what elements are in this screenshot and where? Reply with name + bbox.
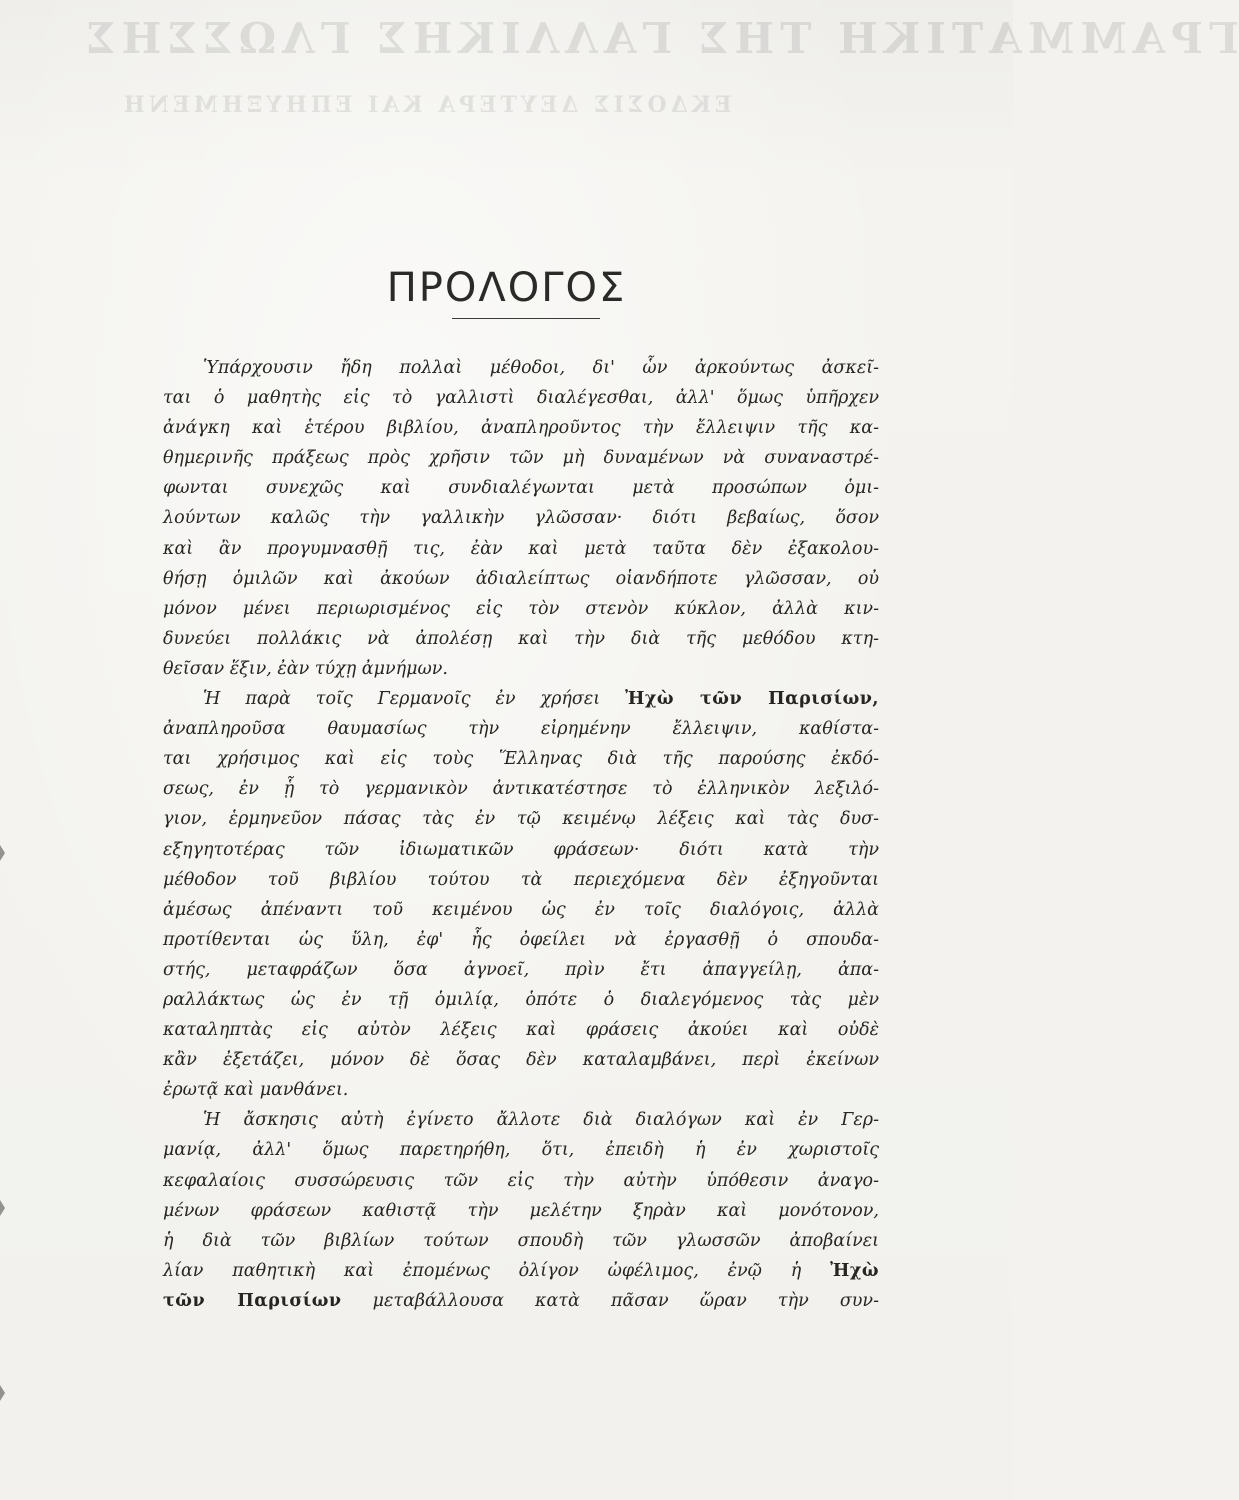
text-line <box>163 684 879 714</box>
text-line: θεῖσαν ἕξιν, ἐὰν τύχῃ ἀμνήμων. <box>163 658 448 679</box>
bleed-through-line-2: ΕΚΔΟΣΙΣ ΔΕΥΤΕΡΑ ΚΑΙ ΕΠΗΥΞΗΜΕΝΗ <box>120 92 732 118</box>
text-line: εξηγητοτέρας τῶν ἰδιωματικῶν φράσεων· διότι κατὰ τὴν <box>163 839 879 860</box>
text-line: προτίθενται ὡς ὕλη, ἐφ' ἧς ὀφείλει νὰ ἐργασθῇ ὁ σπουδα- <box>163 929 879 950</box>
paragraph-1 <box>163 353 879 684</box>
text-fragment: μεταβάλλουσα κατὰ πᾶσαν ὥραν τὴν συν- <box>372 1290 879 1311</box>
text-line: ἐρωτᾷ καὶ μανθάνει. <box>163 1080 349 1101</box>
scan-edge-mark <box>0 1385 5 1401</box>
text-fragment: λίαν παθητικὴ καὶ ἐπομένως ὀλίγον ὠφέλιμος, ἐνῷ ἡ <box>163 1260 831 1281</box>
text-fragment: Ἡ παρὰ τοῖς Γερμανοῖς ἐν χρήσει <box>203 689 626 710</box>
text-line: Ὑπάρχουσιν ἤδη πολλαὶ μέθοδοι, δι' ὧν ἀρκούντως ἀσκεῖ- <box>203 358 879 378</box>
text-line: ἀναπληροῦσα θαυμασίως τὴν εἰρημένην ἔλλειψιν, καθίστα- <box>163 719 879 740</box>
text-line <box>163 1286 879 1316</box>
book-title-bold: Ἠχὼ τῶν Παρισίων, <box>625 689 879 710</box>
text-line: φωνται συνεχῶς καὶ συνδιαλέγωνται μετὰ προσώπων ὁμι- <box>163 478 879 499</box>
text-line: λούντων καλῶς τὴν γαλλικὴν γλῶσσαν· διότι βεβαίως, ὅσον <box>163 508 879 529</box>
text-line: ἡ διὰ τῶν βιβλίων τούτων σπουδὴ τῶν γλωσσῶν ἀποβαίνει <box>163 1230 879 1251</box>
bleed-through-heading <box>60 0 1239 150</box>
text-line: καὶ ἂν προγυμνασθῇ τις, ἐὰν καὶ μετὰ ταῦτα δὲν ἐξακολου- <box>163 538 879 559</box>
text-line: σεως, ἐν ᾗ τὸ γερμανικὸν ἀντικατέστησε τὸ ἑλληνικὸν λεξιλό- <box>163 779 879 800</box>
text-line: Ἡ ἄσκησις αὐτὴ ἐγίνετο ἄλλοτε διὰ διαλόγων καὶ ἐν Γερ- <box>203 1110 879 1131</box>
text-line: ραλλάκτως ὡς ἐν τῇ ὁμιλίᾳ, ὁπότε ὁ διαλεγόμενος τὰς μὲν <box>163 989 879 1010</box>
text-line: ἀμέσως ἀπέναντι τοῦ κειμένου ὡς ἐν τοῖς διαλόγοις, ἀλλὰ <box>163 899 879 920</box>
book-title-bold: Ἠχὼ <box>830 1260 879 1281</box>
text-line: ται χρήσιμος καὶ εἰς τοὺς Ἕλληνας διὰ τῆς παρούσης ἐκδό- <box>163 749 879 770</box>
bleed-through-line-1: ΓΡΑΜΜΑΤΙΚΗ ΤΗΣ ΓΑΛΛΙΚΗΣ ΓΛΩΣΣΗΣ <box>80 14 1239 63</box>
scan-edge-mark <box>0 1200 5 1216</box>
text-line: μένων φράσεων καθιστᾷ τὴν μελέτην ξηρὰν καὶ μονότονον, <box>163 1200 879 1221</box>
text-line: ἀνάγκη καὶ ἑτέρου βιβλίου, ἀναπληροῦντος τὴν ἔλλειψιν τῆς κα- <box>163 418 879 439</box>
text-line: καταληπτὰς εἰς αὐτὸν λέξεις καὶ φράσεις ἀκούει καὶ οὐδὲ <box>163 1020 879 1041</box>
page-title: ΠΡΟΛΟΓΟΣ <box>386 264 627 311</box>
text-line: κεφαλαίοις συσσώρευσις τῶν εἰς τὴν αὐτὴν ὑπόθεσιν ἀναγο- <box>163 1170 879 1191</box>
text-line: γιον, ἑρμηνεῦον πάσας τὰς ἐν τῷ κειμένῳ λέξεις καὶ τὰς δυσ- <box>163 809 879 830</box>
text-line <box>163 1256 879 1286</box>
text-line: μέθοδον τοῦ βιβλίου τούτου τὰ περιεχόμενα δὲν ἐξηγοῦνται <box>163 869 879 890</box>
paragraph-3 <box>163 1105 879 1316</box>
paragraph-2 <box>163 684 879 1105</box>
title-divider <box>452 318 600 319</box>
book-title-bold: τῶν Παρισίων <box>163 1290 342 1311</box>
scan-edge-mark <box>0 845 5 861</box>
body-text <box>163 353 879 1316</box>
text-line: μόνον μένει περιωρισμένος εἰς τὸν στενὸν κύκλον, ἀλλὰ κιν- <box>163 598 879 619</box>
text-line: θημερινῆς πράξεως πρὸς χρῆσιν τῶν μὴ δυναμένων νὰ συναναστρέ- <box>163 448 879 469</box>
text-line: στής, μεταφράζων ὅσα ἀγνοεῖ, πρὶν ἔτι ἀπαγγείλῃ, ἀπα- <box>163 959 879 980</box>
text-line: δυνεύει πολλάκις νὰ ἀπολέσῃ καὶ τὴν διὰ τῆς μεθόδου κτη- <box>163 628 879 649</box>
text-line: θήσῃ ὁμιλῶν καὶ ἀκούων ἀδιαλείπτως οἱανδήποτε γλῶσσαν, οὐ <box>163 568 879 589</box>
text-line: ται ὁ μαθητὴς εἰς τὸ γαλλιστὶ διαλέγεσθαι, ἀλλ' ὅμως ὑπῆρχεν <box>163 388 879 409</box>
text-line: κἂν ἐξετάζει, μόνον δὲ ὅσας δὲν καταλαμβάνει, περὶ ἐκείνων <box>163 1050 879 1071</box>
text-line: μανίᾳ, ἀλλ' ὅμως παρετηρήθη, ὅτι, ἐπειδὴ ἡ ἐν χωριστοῖς <box>163 1140 879 1161</box>
